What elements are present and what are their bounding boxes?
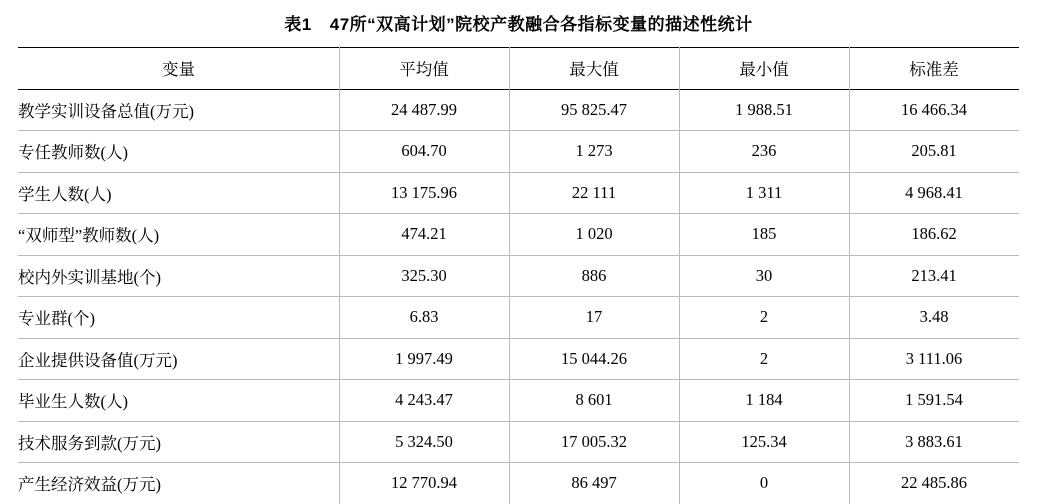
cell-max: 8 601 [575,390,613,410]
column-header-max: 最大值 [569,60,619,80]
cell-mean: 474.21 [401,224,447,244]
cell-variable: 产生经济效益(万元) [18,475,161,495]
cell-mean: 6.83 [409,307,439,327]
column-divider [509,47,510,504]
cell-mean: 1 997.49 [395,348,453,368]
cell-max: 886 [581,265,607,285]
cell-mean: 5 324.50 [395,431,453,451]
cell-mean: 604.70 [401,141,447,161]
cell-sd: 186.62 [911,224,957,244]
cell-sd: 3 111.06 [905,348,963,368]
cell-sd: 16 466.34 [901,99,967,119]
header-row [18,48,1019,90]
cell-mean: 24 487.99 [391,99,457,119]
table-body [18,89,1019,504]
cell-variable: 校内外实训基地(个) [18,267,161,287]
cell-mean: 13 175.96 [391,182,457,202]
cell-min: 1 184 [745,390,783,410]
cell-max: 95 825.47 [561,99,627,119]
table-row [18,380,1019,422]
cell-max: 1 273 [575,141,613,161]
cell-variable: 技术服务到款(万元) [18,433,161,453]
table-row [18,463,1019,504]
cell-min: 1 311 [745,182,783,202]
cell-min: 0 [759,473,769,493]
cell-sd: 205.81 [911,141,957,161]
cell-sd: 213.41 [911,265,957,285]
table-row [18,255,1019,297]
cell-variable: 教学实训设备总值(万元) [18,101,194,121]
table-row [18,214,1019,256]
table-row [18,297,1019,339]
cell-variable: 专业群(个) [18,309,95,329]
cell-mean: 4 243.47 [395,390,453,410]
table-container [0,47,1037,504]
cell-max: 15 044.26 [561,348,627,368]
cell-min: 236 [751,141,777,161]
cell-sd: 3 883.61 [905,431,963,451]
table-row [18,172,1019,214]
column-divider [339,47,340,504]
cell-variable: 毕业生人数(人) [18,392,128,412]
cell-variable: 企业提供设备值(万元) [18,350,178,370]
column-divider [849,47,850,504]
table-title: 47所“双高计划”院校产教融合各指标变量的描述性统计 [329,15,753,34]
cell-sd: 4 968.41 [905,182,963,202]
cell-max: 17 [585,307,603,327]
column-divider [679,47,680,504]
cell-mean: 325.30 [401,265,447,285]
table-number: 表1 [284,15,312,34]
cell-sd: 1 591.54 [905,390,963,410]
cell-sd: 22 485.86 [901,473,967,493]
table-row [18,421,1019,463]
cell-sd: 3.48 [919,307,949,327]
column-header-sd: 标准差 [909,60,959,80]
cell-min: 185 [751,224,777,244]
cell-variable: 学生人数(人) [18,184,112,204]
cell-max: 1 020 [575,224,613,244]
table-caption [0,0,1037,47]
column-header-variable: 变量 [162,60,195,80]
cell-variable: 专任教师数(人) [18,143,128,163]
table-row [18,131,1019,173]
table-header [18,48,1019,90]
cell-variable: “双师型”教师数(人) [18,226,160,246]
column-header-min: 最小值 [739,60,789,80]
cell-mean: 12 770.94 [391,473,457,493]
cell-min: 2 [759,348,769,368]
cell-min: 2 [759,307,769,327]
table-row [18,338,1019,380]
cell-max: 17 005.32 [561,431,627,451]
cell-min: 1 988.51 [735,99,793,119]
cell-min: 125.34 [741,431,787,451]
column-header-mean: 平均值 [399,60,449,80]
cell-max: 22 111 [571,182,617,202]
descriptive-statistics-table [18,47,1019,504]
cell-min: 30 [755,265,773,285]
table-row [18,89,1019,131]
cell-max: 86 497 [571,473,617,493]
